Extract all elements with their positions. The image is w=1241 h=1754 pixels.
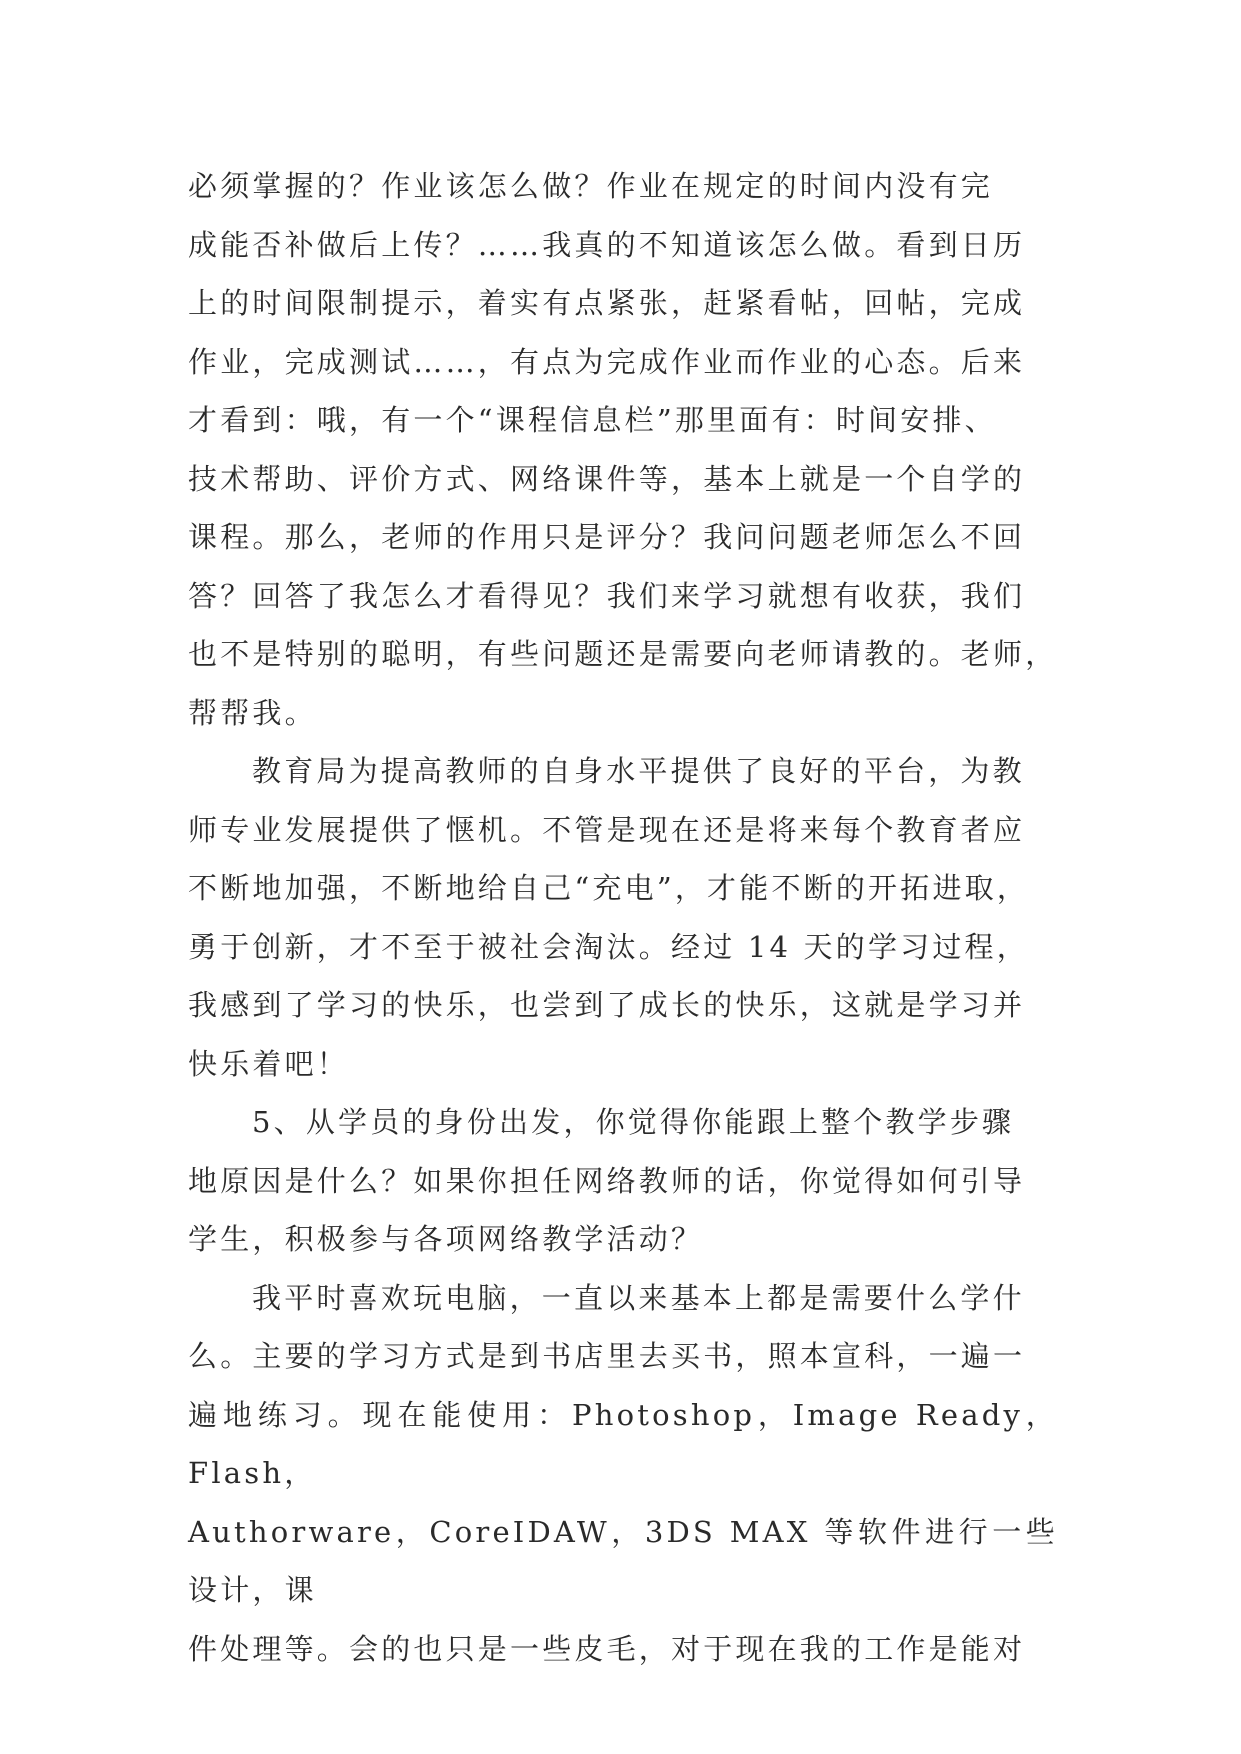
- text-line: 我平时喜欢玩电脑，一直以来基本上都是需要什么学什: [252, 1280, 1025, 1315]
- text-line: 我感到了学习的快乐，也尝到了成长的快乐，这就是学习并: [188, 988, 1026, 1022]
- text-line: 么。主要的学习方式是到书店里去买书，照本宣科，一遍一: [188, 1339, 1026, 1373]
- text-line: 件处理等。会的也只是一些皮毛，对于现在我的工作是能对: [188, 1631, 1026, 1666]
- text-line: 勇于创新，才不至于被社会淘汰。经过 14 天的学习过程，: [188, 929, 1029, 964]
- text-line: 才看到：哦，有一个“课程信息栏”那里面有：时间安排、: [188, 403, 997, 437]
- text-line: 遍地练习。现在能使用：Photoshop，Image Ready，Flash，: [188, 1397, 1058, 1490]
- text-line: 技术帮助、评价方式、网络课件等，基本上就是一个自学的: [188, 461, 1026, 496]
- text-line: 5、从学员的身份出发，你觉得你能跟上整个教学步骤: [252, 1105, 1015, 1139]
- text-line: 学生，积极参与各项网络教学活动？: [188, 1222, 704, 1256]
- body-paragraph: [188, 157, 1058, 742]
- body-paragraph: [188, 1269, 1058, 1679]
- text-line: 也不是特别的聪明，有些问题还是需要向老师请教的。老师，: [188, 637, 1058, 671]
- text-line: 帮帮我。: [188, 695, 317, 730]
- text-line: 必须掌握的？作业该怎么做？作业在规定的时间内没有完: [188, 169, 994, 203]
- body-paragraph: [188, 742, 1058, 1093]
- text-line: Authorware，CoreIDAW，3DS MAX 等软件进行一些设计，课: [188, 1514, 1058, 1607]
- text-line: 不断地加强，不断地给自己“充电”，才能不断的开拓进取，: [188, 871, 1030, 905]
- text-line: 作业，完成测试……，有点为完成作业而作业的心态。后来: [188, 344, 1026, 379]
- text-line: 成能否补做后上传？……我真的不知道该怎么做。看到日历: [188, 227, 1026, 262]
- text-line: 答？回答了我怎么才看得见？我们来学习就想有收获，我们: [188, 578, 1026, 613]
- body-paragraph: [188, 1093, 1058, 1269]
- text-line: 快乐着吧！: [188, 1046, 350, 1081]
- text-line: 上的时间限制提示，着实有点紧张，赶紧看帖，回帖，完成: [188, 286, 1026, 320]
- text-line: 师专业发展提供了惬机。不管是现在还是将来每个教育者应: [188, 812, 1026, 847]
- text-line: 课程。那么，老师的作用只是评分？我问问题老师怎么不回: [188, 520, 1026, 554]
- text-line: 地原因是什么？如果你担任网络教师的话，你觉得如何引导: [188, 1163, 1026, 1198]
- document-page: [188, 157, 1058, 1678]
- text-line: 教育局为提高教师的自身水平提供了良好的平台，为教: [252, 754, 1025, 788]
